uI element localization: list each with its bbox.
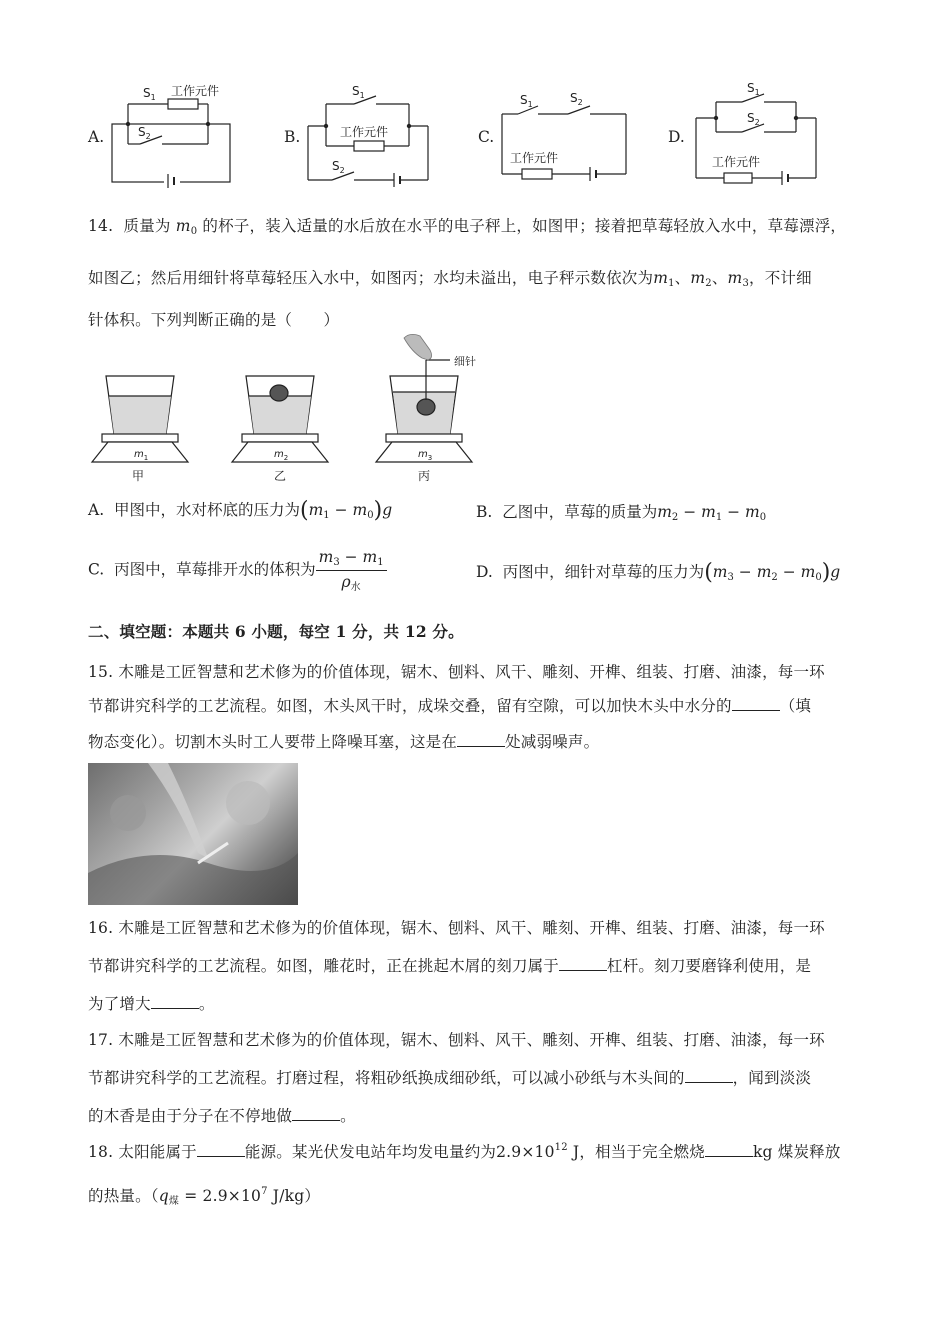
q14-line3: 针体积。下列判断正确的是（ ） — [88, 311, 340, 329]
q17-line1: 17. 木雕是工匠智慧和艺术修为的价值体现，锯木、刨料、风干、雕刻、开榫、组装、打磨、油漆，每一环 — [88, 1031, 825, 1049]
circuit-option-c-label: C. — [478, 128, 495, 146]
circuit-diagram-b — [304, 84, 434, 184]
q14-option-a: A. 甲图中，水对杯底的压力为$(m_1 - m_0)g$ — [88, 498, 393, 523]
q16-line1: 16. 木雕是工匠智慧和艺术修为的价值体现，锯木、刨料、风干、雕刻、开榫、组装、打磨、油漆，每一环 — [88, 919, 825, 937]
circuit-option-b-label: B. — [284, 128, 301, 146]
q16-line3: 为了增大 。 — [88, 995, 215, 1013]
q14-option-b: B. 乙图中，草莓的质量为$m_2 - m_1 - m_0$ — [476, 503, 767, 523]
circuit-option-a-label: A. — [88, 128, 105, 146]
scale-label-2: $m_2$ — [274, 449, 289, 462]
caption-jia: 甲 — [132, 469, 145, 483]
svg-text:S2: $S_2$ — [747, 111, 760, 127]
q17-line2: 节都讲究科学的工艺流程。打磨过程，将粗砂纸换成细砂纸，可以减小砂纸与木头间的 ，闻到淡淡 — [88, 1069, 812, 1087]
circuit-diagram-d — [692, 81, 822, 184]
svg-text:S1: $S_1$ — [352, 84, 365, 100]
switch-s2-label: $S_2$ — [138, 125, 151, 141]
q15-line3: 物态变化）。切割木头时工人要带上降噪耳塞，这是在 处减弱噪声。 — [88, 733, 600, 751]
component-label: 工作元件 — [171, 84, 220, 98]
scale-label-1: $m_1$ — [134, 449, 149, 462]
q14-line1: 14. 质量为 $m_0$ 的杯子，装入适量的水后放在水平的电子秤上，如图甲；接着把草莓轻放入水中，草莓漂浮， — [88, 217, 847, 237]
svg-text:工作元件: 工作元件 — [340, 125, 389, 139]
svg-text:S2: $S_2$ — [332, 159, 345, 175]
q16-line2: 节都讲究科学的工艺流程。如图，雕花时，正在挑起木屑的刻刀属于 杠杆。刻刀要磨锋利使用，是 — [88, 957, 812, 975]
caption-yi: 乙 — [274, 469, 287, 483]
circuit-diagram-c — [498, 84, 633, 184]
svg-text:工作元件: 工作元件 — [510, 151, 559, 165]
q14-option-d: D. 丙图中，细针对草莓的压力为$(m_3 - m_2 - m_0)g$ — [476, 560, 841, 585]
q18-line2: 的热量。（$q_煤 = 2.9\times 10^7$ J/kg） — [88, 1186, 321, 1207]
svg-text:S1: $S_1$ — [747, 81, 760, 97]
svg-text:S1: $S_1$ — [520, 93, 533, 109]
svg-text:工作元件: 工作元件 — [712, 155, 761, 169]
hand-icon — [404, 334, 432, 360]
q17-line3: 的木香是由于分子在不停地做 。 — [88, 1107, 356, 1125]
caption-bing: 丙 — [418, 469, 431, 483]
q18-line1: 18. 太阳能属于 能源。某光伏发电站年均发电量约为$2.9\times 10^{12}$ J，相当于完全燃烧 kg 煤炭释放 — [88, 1142, 841, 1161]
scale-label-3: $m_3$ — [418, 449, 433, 462]
needle-label: 细针 — [454, 355, 476, 368]
q15-line1: 15. 木雕是工匠智慧和艺术修为的价值体现，锯木、刨料、风干、雕刻、开榫、组装、打磨、油漆，每一环 — [88, 663, 825, 681]
q14-line2: 如图乙；然后用细针将草莓轻压入水中，如图丙；水均未溢出，电子秤示数依次为$m_1$、$m_2$、$m_3$，不计细 — [88, 269, 812, 289]
q14-scales-figure — [88, 330, 488, 488]
section-heading: 二、填空题：本题共 6 小题，每空 1 分，共 12 分。 — [88, 622, 464, 641]
circuit-option-d-label: D. — [668, 128, 685, 146]
switch-s1-label: $S_1$ — [143, 86, 156, 102]
q14-option-c: C. 丙图中，草莓排开水的体积为 $\frac{m_3 - m_1}{\rho_水}$ — [88, 548, 387, 593]
q15-line2: 节都讲究科学的工艺流程。如图，木头风干时，成垛交叠，留有空隙，可以加快木头中水分的 （填 — [88, 697, 812, 715]
circuit-diagram-a — [108, 84, 233, 184]
woodcarving-photo — [88, 763, 298, 905]
svg-text:S2: $S_2$ — [570, 91, 583, 107]
